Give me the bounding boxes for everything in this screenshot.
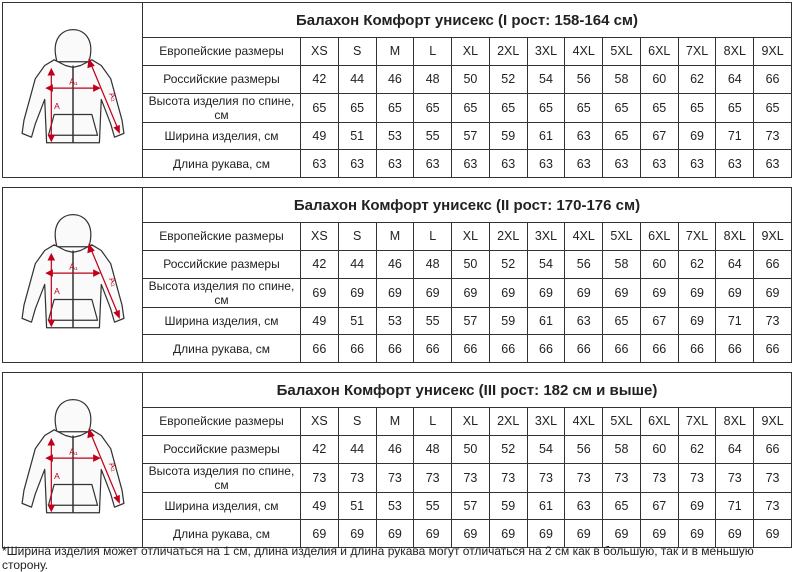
table-cell: 69 xyxy=(528,279,566,307)
table-cell: 64 xyxy=(716,436,754,463)
table-cell: 5XL xyxy=(603,408,641,435)
table-cell: 46 xyxy=(377,66,415,93)
table-cell: 65 xyxy=(603,308,641,335)
table-cell: 5XL xyxy=(603,223,641,250)
table-cell: 63 xyxy=(765,156,780,171)
table-cell: 73 xyxy=(679,464,717,492)
table-cell: 73 xyxy=(528,464,566,492)
row-label: Ширина изделия, см xyxy=(143,493,301,520)
table-cell: 69 xyxy=(765,526,780,541)
table-cell: 63 xyxy=(565,123,603,150)
table-cell: 66 xyxy=(339,335,377,362)
table-cell: 6XL xyxy=(641,408,679,435)
table-cell: 44 xyxy=(339,436,377,463)
table-cell: 2XL xyxy=(490,223,528,250)
table-cell: 62 xyxy=(679,436,717,463)
table-cell: S xyxy=(339,38,377,65)
table-cell: XL xyxy=(452,38,490,65)
table-cell: 69 xyxy=(603,520,641,547)
table-cell: 69 xyxy=(490,520,528,547)
table-title: Балахон Комфорт унисекс (I рост: 158-164 см) xyxy=(143,3,791,38)
label-a1: A₁ xyxy=(68,446,78,457)
table-cell: 69 xyxy=(565,520,603,547)
table-cell: XS xyxy=(301,38,339,65)
table-cell: 63 xyxy=(452,150,490,177)
row-label: Европейские размеры xyxy=(143,223,301,250)
table-row xyxy=(143,123,791,151)
table-cell: 62 xyxy=(679,66,717,93)
row-label: Длина рукава, см xyxy=(143,335,301,362)
table-cell: 51 xyxy=(339,308,377,335)
row-label: Российские размеры xyxy=(143,436,301,463)
table-cell: 65 xyxy=(716,94,754,122)
table-cell: 62 xyxy=(679,251,717,278)
table-cell: 69 xyxy=(679,123,717,150)
table-cell: 55 xyxy=(414,493,452,520)
table-cell: 6XL xyxy=(641,38,679,65)
table-cell: 67 xyxy=(641,308,679,335)
table-cell: 4XL xyxy=(565,38,603,65)
row-label: Длина рукава, см xyxy=(143,150,301,177)
table-cell: 69 xyxy=(679,279,717,307)
table-cell: 69 xyxy=(641,520,679,547)
table-cell: 69 xyxy=(414,279,452,307)
table-row xyxy=(143,223,791,251)
table-cell: 71 xyxy=(716,308,754,335)
table-cell: 50 xyxy=(452,66,490,93)
table-cell: 63 xyxy=(565,150,603,177)
table-cell: 55 xyxy=(414,123,452,150)
table-cell: 50 xyxy=(452,436,490,463)
table-cell: 73 xyxy=(765,128,780,143)
table-cell: 54 xyxy=(528,66,566,93)
table-cell: 69 xyxy=(301,279,339,307)
table-cell: 60 xyxy=(641,436,679,463)
table-cell: 69 xyxy=(765,285,780,300)
table-title: Балахон Комфорт унисекс (III рост: 182 см и выше) xyxy=(143,373,791,408)
table-cell: 63 xyxy=(377,150,415,177)
table-cell: L xyxy=(414,408,452,435)
table-cell: 65 xyxy=(339,94,377,122)
table-row xyxy=(143,251,791,279)
table-cell: 59 xyxy=(490,493,528,520)
table-row xyxy=(143,493,791,521)
table-cell: 73 xyxy=(765,313,780,328)
table-cell: L xyxy=(414,223,452,250)
size-table-block-3 xyxy=(2,372,792,548)
table-cell: M xyxy=(377,38,415,65)
table-cell: 64 xyxy=(716,66,754,93)
size-table xyxy=(143,373,791,547)
table-cell: 61 xyxy=(528,123,566,150)
table-cell: 69 xyxy=(641,279,679,307)
table-cell: 59 xyxy=(490,123,528,150)
table-cell: 69 xyxy=(339,279,377,307)
footnote: *Ширина изделия может отличаться на 1 см, длина изделия и длина рукава могут отличаться на 2 см как в большую, так и в меньшую сторону. xyxy=(2,544,754,572)
table-cell: 52 xyxy=(490,251,528,278)
table-cell: 42 xyxy=(301,251,339,278)
table-cell: 52 xyxy=(490,66,528,93)
table-cell: 69 xyxy=(679,308,717,335)
table-cell: XS xyxy=(301,223,339,250)
table-row xyxy=(143,520,791,547)
table-cell: 65 xyxy=(565,94,603,122)
table-cell: 9XL xyxy=(761,44,784,59)
table-cell: 63 xyxy=(528,150,566,177)
table-cell: 50 xyxy=(452,251,490,278)
table-cell: 65 xyxy=(641,94,679,122)
table-cell: 54 xyxy=(528,251,566,278)
table-cell: 44 xyxy=(339,251,377,278)
table-cell: 56 xyxy=(565,251,603,278)
label-a2: A₂ xyxy=(106,275,120,288)
table-cell: 69 xyxy=(716,279,754,307)
hoodie-image-cell xyxy=(3,188,143,362)
table-cell: 65 xyxy=(452,94,490,122)
table-cell: 65 xyxy=(377,94,415,122)
table-cell: 51 xyxy=(339,123,377,150)
table-cell: 9XL xyxy=(761,414,784,429)
table-cell: 73 xyxy=(765,498,780,513)
table-cell: 8XL xyxy=(716,38,754,65)
table-cell: S xyxy=(339,223,377,250)
table-cell: 2XL xyxy=(490,408,528,435)
table-cell: 69 xyxy=(339,520,377,547)
table-cell: 66 xyxy=(301,335,339,362)
table-cell: 61 xyxy=(528,493,566,520)
table-cell: 44 xyxy=(339,66,377,93)
row-label: Высота изделия по спине, см xyxy=(143,464,301,492)
table-cell: 60 xyxy=(641,251,679,278)
table-cell: 73 xyxy=(414,464,452,492)
label-a: A xyxy=(53,470,60,481)
table-cell: 71 xyxy=(716,493,754,520)
table-cell: 66 xyxy=(377,335,415,362)
size-table-block-2 xyxy=(2,187,792,363)
table-cell: 54 xyxy=(528,436,566,463)
row-label: Высота изделия по спине, см xyxy=(143,94,301,122)
table-cell: 3XL xyxy=(528,223,566,250)
table-cell: 73 xyxy=(716,464,754,492)
table-cell: 73 xyxy=(339,464,377,492)
table-cell: 65 xyxy=(490,94,528,122)
table-cell: 42 xyxy=(301,66,339,93)
table-row xyxy=(143,94,791,123)
table-title: Балахон Комфорт унисекс (II рост: 170-176 см) xyxy=(143,188,791,223)
hoodie-image-cell xyxy=(3,373,143,547)
table-cell: 65 xyxy=(603,94,641,122)
table-cell: 2XL xyxy=(490,38,528,65)
label-a2: A₂ xyxy=(106,460,120,473)
table-cell: 69 xyxy=(603,279,641,307)
table-cell: 53 xyxy=(377,123,415,150)
table-cell: 65 xyxy=(603,123,641,150)
table-cell: 69 xyxy=(301,520,339,547)
table-row xyxy=(143,308,791,336)
table-cell: 56 xyxy=(565,66,603,93)
hoodie-measure-diagram xyxy=(7,394,139,526)
label-a2: A₂ xyxy=(106,90,120,103)
table-cell: 7XL xyxy=(679,38,717,65)
table-cell: 4XL xyxy=(565,408,603,435)
table-cell: L xyxy=(414,38,452,65)
table-cell: 51 xyxy=(339,493,377,520)
table-cell: 65 xyxy=(301,94,339,122)
table-cell: 66 xyxy=(765,72,780,87)
table-cell: 73 xyxy=(565,464,603,492)
table-row xyxy=(143,436,791,464)
table-cell: 73 xyxy=(641,464,679,492)
table-cell: XL xyxy=(452,408,490,435)
table-cell: 65 xyxy=(679,94,717,122)
table-cell: 63 xyxy=(716,150,754,177)
table-cell: S xyxy=(339,408,377,435)
table-cell: 69 xyxy=(679,520,717,547)
table-cell: 7XL xyxy=(679,408,717,435)
table-cell: 73 xyxy=(765,470,780,485)
table-cell: 65 xyxy=(603,493,641,520)
table-cell: 61 xyxy=(528,308,566,335)
table-cell: 65 xyxy=(765,100,780,115)
size-table-block-1 xyxy=(2,2,792,178)
table-cell: 63 xyxy=(414,150,452,177)
table-cell: 58 xyxy=(603,251,641,278)
table-cell: 64 xyxy=(716,251,754,278)
row-label: Высота изделия по спине, см xyxy=(143,279,301,307)
row-label: Ширина изделия, см xyxy=(143,123,301,150)
table-cell: 66 xyxy=(765,442,780,457)
table-cell: 63 xyxy=(641,150,679,177)
table-cell: 42 xyxy=(301,436,339,463)
table-cell: 63 xyxy=(339,150,377,177)
table-cell: 65 xyxy=(414,94,452,122)
table-cell: 48 xyxy=(414,436,452,463)
table-cell: 69 xyxy=(716,520,754,547)
table-cell: 73 xyxy=(452,464,490,492)
table-cell: 8XL xyxy=(716,223,754,250)
table-cell: 69 xyxy=(377,279,415,307)
table-cell: 57 xyxy=(452,493,490,520)
table-row xyxy=(143,66,791,94)
table-cell: 6XL xyxy=(641,223,679,250)
table-cell: 66 xyxy=(528,335,566,362)
table-cell: 53 xyxy=(377,308,415,335)
table-cell: 66 xyxy=(765,341,780,356)
label-a1: A₁ xyxy=(68,76,78,87)
table-cell: 5XL xyxy=(603,38,641,65)
row-label: Российские размеры xyxy=(143,251,301,278)
table-cell: 69 xyxy=(452,520,490,547)
table-cell: M xyxy=(377,223,415,250)
table-cell: 69 xyxy=(490,279,528,307)
table-cell: 4XL xyxy=(565,223,603,250)
table-cell: 53 xyxy=(377,493,415,520)
table-cell: 49 xyxy=(301,123,339,150)
table-row xyxy=(143,38,791,66)
table-cell: 58 xyxy=(603,436,641,463)
label-a: A xyxy=(53,100,60,111)
label-a: A xyxy=(53,285,60,296)
table-cell: XL xyxy=(452,223,490,250)
table-cell: 69 xyxy=(414,520,452,547)
table-cell: 69 xyxy=(452,279,490,307)
row-label: Европейские размеры xyxy=(143,38,301,65)
table-cell: 66 xyxy=(603,335,641,362)
table-cell: 71 xyxy=(716,123,754,150)
table-cell: 67 xyxy=(641,123,679,150)
table-cell: 66 xyxy=(490,335,528,362)
table-cell: 46 xyxy=(377,251,415,278)
table-cell: 52 xyxy=(490,436,528,463)
size-table xyxy=(143,3,791,177)
table-cell: 73 xyxy=(490,464,528,492)
table-row xyxy=(143,279,791,308)
hoodie-measure-diagram xyxy=(7,209,139,341)
label-a1: A₁ xyxy=(68,261,78,272)
table-cell: 63 xyxy=(301,150,339,177)
row-label: Российские размеры xyxy=(143,66,301,93)
table-cell: 66 xyxy=(679,335,717,362)
table-cell: 48 xyxy=(414,66,452,93)
table-cell: 8XL xyxy=(716,408,754,435)
table-cell: 9XL xyxy=(761,229,784,244)
table-cell: 73 xyxy=(301,464,339,492)
table-cell: 73 xyxy=(603,464,641,492)
hoodie-measure-diagram xyxy=(7,24,139,156)
size-table xyxy=(143,188,791,362)
table-cell: 49 xyxy=(301,493,339,520)
table-cell: 55 xyxy=(414,308,452,335)
table-cell: 57 xyxy=(452,123,490,150)
table-cell: 59 xyxy=(490,308,528,335)
table-cell: 66 xyxy=(765,257,780,272)
table-cell: 3XL xyxy=(528,38,566,65)
hoodie-image-cell xyxy=(3,3,143,177)
table-cell: 69 xyxy=(528,520,566,547)
table-cell: 63 xyxy=(490,150,528,177)
table-row xyxy=(143,408,791,436)
table-cell: 69 xyxy=(377,520,415,547)
row-label: Длина рукава, см xyxy=(143,520,301,547)
table-cell: XS xyxy=(301,408,339,435)
table-cell: 7XL xyxy=(679,223,717,250)
row-label: Ширина изделия, см xyxy=(143,308,301,335)
table-cell: 63 xyxy=(603,150,641,177)
table-cell: M xyxy=(377,408,415,435)
table-cell: 3XL xyxy=(528,408,566,435)
table-row xyxy=(143,335,791,362)
table-cell: 60 xyxy=(641,66,679,93)
table-row xyxy=(143,464,791,493)
table-cell: 69 xyxy=(565,279,603,307)
table-cell: 48 xyxy=(414,251,452,278)
table-cell: 66 xyxy=(716,335,754,362)
table-cell: 63 xyxy=(679,150,717,177)
table-cell: 67 xyxy=(641,493,679,520)
table-cell: 66 xyxy=(414,335,452,362)
table-cell: 56 xyxy=(565,436,603,463)
table-cell: 46 xyxy=(377,436,415,463)
table-row xyxy=(143,150,791,177)
table-cell: 66 xyxy=(452,335,490,362)
table-cell: 69 xyxy=(679,493,717,520)
table-cell: 63 xyxy=(565,308,603,335)
table-cell: 63 xyxy=(565,493,603,520)
table-cell: 49 xyxy=(301,308,339,335)
table-cell: 66 xyxy=(565,335,603,362)
table-cell: 66 xyxy=(641,335,679,362)
table-cell: 57 xyxy=(452,308,490,335)
table-cell: 65 xyxy=(528,94,566,122)
row-label: Европейские размеры xyxy=(143,408,301,435)
table-cell: 58 xyxy=(603,66,641,93)
table-cell: 73 xyxy=(377,464,415,492)
